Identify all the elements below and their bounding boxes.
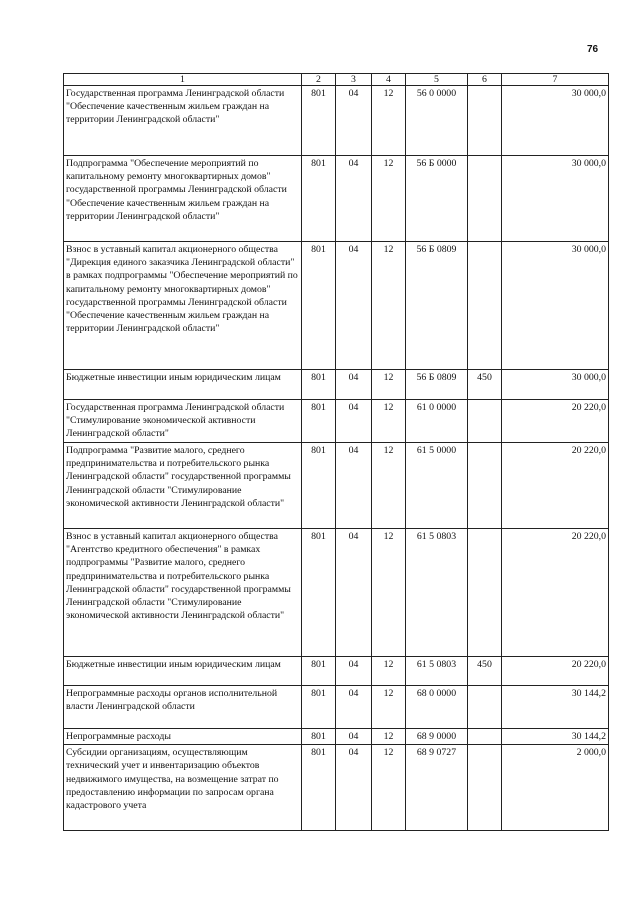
row-subsection: 12	[372, 400, 406, 443]
row-section: 04	[336, 242, 372, 370]
row-name: Государственная программа Ленинградской области "Обеспечение качественным жильем граждан на территории Ленинградской области"	[64, 86, 302, 156]
table-row	[64, 400, 609, 443]
row-code: 801	[302, 729, 336, 745]
row-target-article: 56 0 0000	[406, 86, 468, 156]
row-expense-type	[468, 86, 502, 156]
row-target-article: 61 0 0000	[406, 400, 468, 443]
row-name: Субсидии организациям, осуществляющим технический учет и инвентаризацию объектов недвижимого имущества, на возмещение затрат по предоставлению информации по запросам органа кадастрового учета	[64, 745, 302, 831]
row-amount: 20 220,0	[502, 529, 609, 657]
table-row	[64, 729, 609, 745]
row-code: 801	[302, 686, 336, 729]
row-subsection: 12	[372, 86, 406, 156]
row-expense-type	[468, 443, 502, 529]
table-row	[64, 242, 609, 370]
row-expense-type: 450	[468, 657, 502, 686]
table-row	[64, 686, 609, 729]
row-name: Государственная программа Ленинградской области "Стимулирование экономической активности Ленинградской области"	[64, 400, 302, 443]
page-number: 76	[587, 44, 599, 55]
row-code: 801	[302, 156, 336, 242]
row-name: Подпрограмма "Развитие малого, среднего предпринимательства и потребительского рынка Ленинградской области" государственной программы Ленинградской области "Стимулирование экономической активности Ленинградской области"	[64, 443, 302, 529]
row-subsection: 12	[372, 370, 406, 400]
row-expense-type	[468, 686, 502, 729]
row-amount: 30 000,0	[502, 370, 609, 400]
row-name: Подпрограмма "Обеспечение мероприятий по капитальному ремонту многоквартирных домов" государственной программы Ленинградской области "Обеспечение качественным жильем граждан на территории Ленинградской области"	[64, 156, 302, 242]
row-section: 04	[336, 529, 372, 657]
row-expense-type	[468, 529, 502, 657]
row-name: Бюджетные инвестиции иным юридическим лицам	[64, 657, 302, 686]
table-row	[64, 370, 609, 400]
row-target-article: 56 Б 0809	[406, 370, 468, 400]
row-subsection: 12	[372, 745, 406, 831]
row-target-article: 56 Б 0000	[406, 156, 468, 242]
row-amount: 20 220,0	[502, 657, 609, 686]
row-amount: 30 144,2	[502, 686, 609, 729]
row-expense-type	[468, 400, 502, 443]
row-subsection: 12	[372, 242, 406, 370]
row-section: 04	[336, 657, 372, 686]
row-target-article: 68 0 0000	[406, 686, 468, 729]
row-subsection: 12	[372, 156, 406, 242]
row-expense-type	[468, 242, 502, 370]
table-row	[64, 443, 609, 529]
row-section: 04	[336, 156, 372, 242]
row-amount: 20 220,0	[502, 400, 609, 443]
row-section: 04	[336, 370, 372, 400]
row-subsection: 12	[372, 529, 406, 657]
row-expense-type	[468, 156, 502, 242]
row-subsection: 12	[372, 657, 406, 686]
table-row	[64, 657, 609, 686]
header-col-6: 6	[468, 74, 502, 86]
row-amount: 30 000,0	[502, 86, 609, 156]
row-section: 04	[336, 729, 372, 745]
header-col-5: 5	[406, 74, 468, 86]
header-col-7: 7	[502, 74, 609, 86]
table-row	[64, 745, 609, 831]
row-section: 04	[336, 400, 372, 443]
row-name: Непрограммные расходы органов исполнительной власти Ленинградской области	[64, 686, 302, 729]
row-target-article: 68 9 0000	[406, 729, 468, 745]
table-row	[64, 156, 609, 242]
row-section: 04	[336, 443, 372, 529]
row-code: 801	[302, 657, 336, 686]
row-expense-type	[468, 729, 502, 745]
row-target-article: 56 Б 0809	[406, 242, 468, 370]
row-amount: 20 220,0	[502, 443, 609, 529]
row-expense-type: 450	[468, 370, 502, 400]
header-col-4: 4	[372, 74, 406, 86]
table-row	[64, 529, 609, 657]
row-name: Взнос в уставный капитал акционерного общества "Агентство кредитного обеспечения" в рамках подпрограммы "Развитие малого, среднего предпринимательства и потребительского рынка Ленинградской области" государственной программы Ленинградской области "Стимулирование экономической активности Ленинградской области"	[64, 529, 302, 657]
table-row	[64, 86, 609, 156]
row-code: 801	[302, 400, 336, 443]
row-code: 801	[302, 443, 336, 529]
row-section: 04	[336, 686, 372, 729]
row-amount: 30 144,2	[502, 729, 609, 745]
row-code: 801	[302, 242, 336, 370]
header-row	[64, 74, 609, 86]
row-target-article: 61 5 0803	[406, 529, 468, 657]
row-subsection: 12	[372, 729, 406, 745]
header-col-1: 1	[64, 74, 302, 86]
header-col-2: 2	[302, 74, 336, 86]
row-target-article: 61 5 0000	[406, 443, 468, 529]
row-amount: 30 000,0	[502, 156, 609, 242]
row-target-article: 61 5 0803	[406, 657, 468, 686]
row-subsection: 12	[372, 443, 406, 529]
row-section: 04	[336, 86, 372, 156]
row-expense-type	[468, 745, 502, 831]
row-code: 801	[302, 370, 336, 400]
budget-table	[63, 73, 609, 831]
row-code: 801	[302, 86, 336, 156]
row-name: Непрограммные расходы	[64, 729, 302, 745]
row-name: Бюджетные инвестиции иным юридическим лицам	[64, 370, 302, 400]
row-amount: 2 000,0	[502, 745, 609, 831]
row-section: 04	[336, 745, 372, 831]
row-code: 801	[302, 745, 336, 831]
header-col-3: 3	[336, 74, 372, 86]
row-amount: 30 000,0	[502, 242, 609, 370]
row-subsection: 12	[372, 686, 406, 729]
row-code: 801	[302, 529, 336, 657]
row-target-article: 68 9 0727	[406, 745, 468, 831]
row-name: Взнос в уставный капитал акционерного общества "Дирекция единого заказчика Ленинградской области" в рамках подпрограммы "Обеспечение мероприятий по капитальному ремонту многоквартирных домов" государственной программы Ленинградской области "Обеспечение качественным жильем граждан на территории Ленинградской области"	[64, 242, 302, 370]
